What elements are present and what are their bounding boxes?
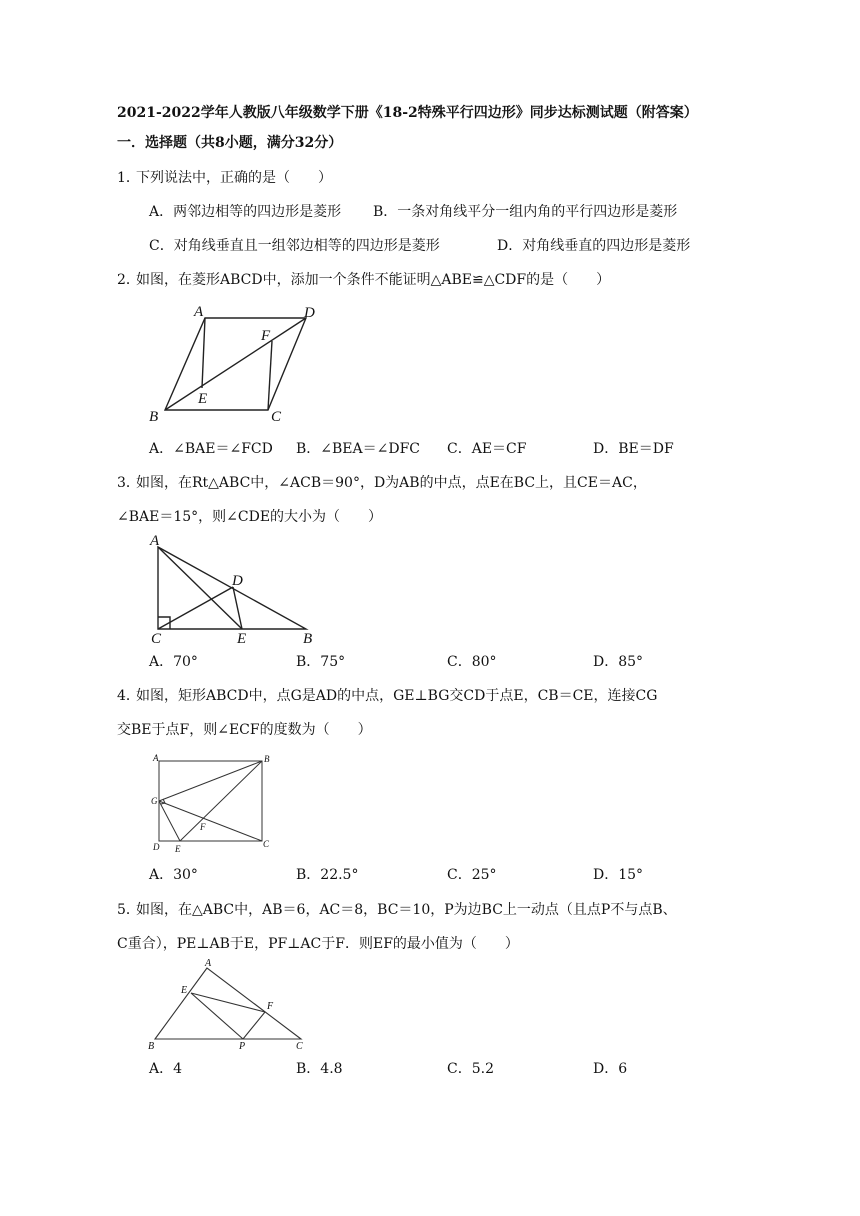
q5-stem-line1: 如图，在△ABC中，AB＝6，AC＝8，BC＝10，P为边BC上一动点（且点P不与点B、 <box>136 902 677 918</box>
q4-option-a: A．30° <box>149 867 198 883</box>
q1-option-c: C．对角线垂直且一组邻边相等的四边形是菱形 <box>149 238 440 254</box>
q5-label-c: C <box>296 1041 303 1052</box>
q3-label-e: E <box>237 631 247 647</box>
q2-option-a: A．∠BAE＝∠FCD <box>149 441 273 457</box>
q4-number: 4． <box>117 688 140 704</box>
q3-stem-line2: ∠BAE＝15°，则∠CDE的大小为（ ） <box>117 509 383 525</box>
q1-number: 1． <box>117 170 140 186</box>
q2-number: 2． <box>117 272 140 288</box>
q5-label-p: P <box>239 1041 246 1052</box>
q1-option-d: D．对角线垂直的四边形是菱形 <box>497 238 691 254</box>
q5-option-c: C．5.2 <box>447 1061 494 1077</box>
q2-option-c: C．AE＝CF <box>447 441 527 457</box>
q5-label-e: E <box>181 985 188 996</box>
q3-label-b: B <box>303 631 313 647</box>
q2-stem: 如图，在菱形ABCD中，添加一个条件不能证明△ABE≌△CDF的是（ ） <box>136 272 611 288</box>
q4-option-c: C．25° <box>447 867 497 883</box>
q2-label-a: A <box>194 304 204 320</box>
q4-option-d: D．15° <box>593 867 644 883</box>
q3-option-d: D．85° <box>593 654 644 670</box>
q5-label-a: A <box>205 958 212 969</box>
q4-label-e: E <box>175 844 181 854</box>
q4-label-f: F <box>200 822 206 832</box>
section-heading: 一．选择题（共8小题，满分32分） <box>117 135 343 151</box>
q1-option-b: B．一条对角线平分一组内角的平行四边形是菱形 <box>373 204 678 220</box>
document-title: 2021-2022学年人教版八年级数学下册《18-2特殊平行四边形》同步达标测试题（附答案） <box>117 105 698 121</box>
q4-label-d: D <box>153 842 160 852</box>
q5-option-b: B．4.8 <box>296 1061 343 1077</box>
q2-option-d: D．BE＝DF <box>593 441 674 457</box>
q4-label-g: G <box>151 796 158 806</box>
q2-label-e: E <box>198 391 208 407</box>
q5-stem-line2: C重合），PE⊥AB于E，PF⊥AC于F．则EF的最小值为（ ） <box>117 936 519 952</box>
q2-option-b: B．∠BEA＝∠DFC <box>296 441 421 457</box>
q2-label-c: C <box>271 409 282 425</box>
q5-option-d: D．6 <box>593 1061 628 1077</box>
q1-stem: 下列说法中，正确的是（ ） <box>136 170 332 186</box>
q4-label-c: C <box>263 839 270 849</box>
q5-label-f: F <box>267 1001 274 1012</box>
q2-label-b: B <box>149 409 159 425</box>
q3-option-a: A．70° <box>149 654 198 670</box>
q2-label-f: F <box>261 328 271 344</box>
q3-label-a: A <box>150 533 160 549</box>
q3-option-b: B．75° <box>296 654 346 670</box>
q4-stem-line1: 如图，矩形ABCD中，点G是AD的中点，GE⊥BG交CD于点E，CB＝CE，连接CG <box>136 688 658 704</box>
q5-number: 5． <box>117 902 140 918</box>
q4-label-b: B <box>264 754 270 764</box>
q4-option-b: B．22.5° <box>296 867 359 883</box>
q3-number: 3． <box>117 475 140 491</box>
q3-label-c: C <box>151 631 162 647</box>
q5-label-b: B <box>148 1041 155 1052</box>
q4-stem-line2: 交BE于点F，则∠ECF的度数为（ ） <box>117 722 372 738</box>
q3-stem-line1: 如图，在Rt△ABC中，∠ACB＝90°，D为AB的中点，点E在BC上，且CE＝AC， <box>136 475 647 491</box>
q3-label-d: D <box>232 573 243 589</box>
q5-option-a: A．4 <box>149 1061 183 1077</box>
q1-option-a: A．两邻边相等的四边形是菱形 <box>149 204 342 220</box>
q2-label-d: D <box>304 305 315 321</box>
q4-label-a: A <box>153 753 159 763</box>
q3-option-c: C．80° <box>447 654 497 670</box>
